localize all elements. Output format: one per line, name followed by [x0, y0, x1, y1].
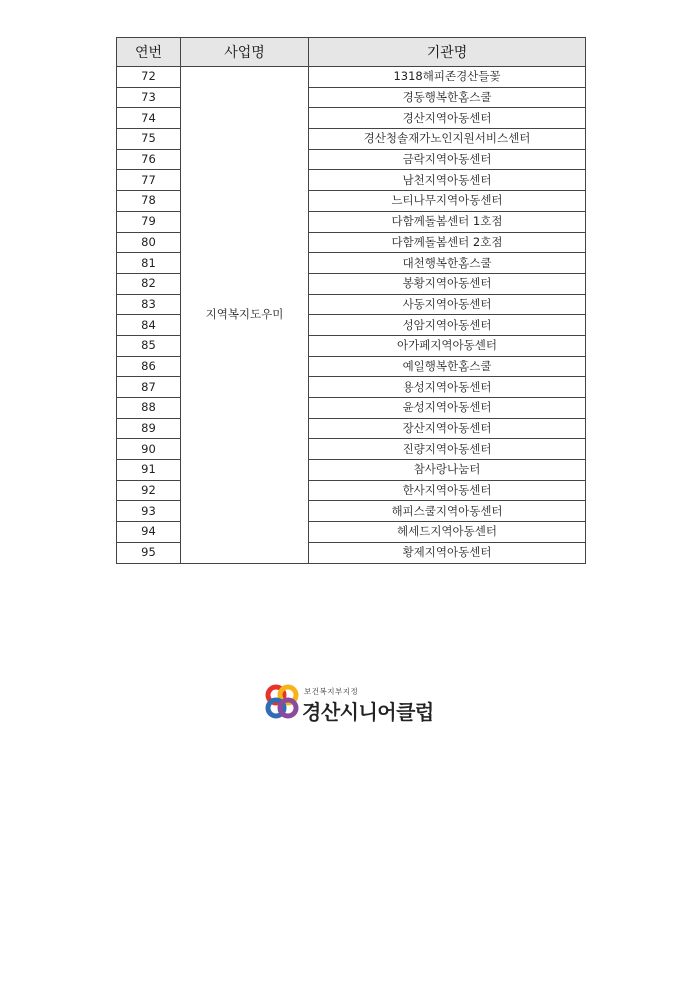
row-number: 93: [117, 501, 181, 522]
header-program: 사업명: [181, 38, 309, 67]
row-number: 85: [117, 335, 181, 356]
row-number: 74: [117, 108, 181, 129]
row-number: 84: [117, 315, 181, 336]
row-number: 80: [117, 232, 181, 253]
organization-name: 경동행복한홈스쿨: [309, 87, 586, 108]
organization-name: 1318해피존경산들꽃: [309, 67, 586, 88]
organization-name: 남천지역아동센터: [309, 170, 586, 191]
organization-name: 다함께돌봄센터 2호점: [309, 232, 586, 253]
header-org: 기관명: [309, 38, 586, 67]
organization-name: 봉황지역아동센터: [309, 273, 586, 294]
organization-name: 사동지역아동센터: [309, 294, 586, 315]
organization-name: 황제지역아동센터: [309, 542, 586, 563]
organization-name: 금락지역아동센터: [309, 149, 586, 170]
logo: [264, 684, 444, 724]
header-no: 연번: [117, 38, 181, 67]
row-number: 72: [117, 67, 181, 88]
row-number: 77: [117, 170, 181, 191]
organization-name: 경산지역아동센터: [309, 108, 586, 129]
organization-name: 윤성지역아동센터: [309, 398, 586, 419]
four-petal-flower-icon: [264, 684, 300, 720]
organization-name: 예일행복한홈스쿨: [309, 356, 586, 377]
row-number: 83: [117, 294, 181, 315]
logo-name: 경산시니어클럽: [302, 700, 434, 724]
organization-name: 해피스쿨지역아동센터: [309, 501, 586, 522]
row-number: 94: [117, 522, 181, 543]
row-number: 76: [117, 149, 181, 170]
organization-name: 성암지역아동센터: [309, 315, 586, 336]
row-number: 78: [117, 191, 181, 212]
row-number: 81: [117, 253, 181, 274]
organization-name: 아가페지역아동센터: [309, 335, 586, 356]
row-number: 87: [117, 377, 181, 398]
organization-name: 다함께돌봄센터 1호점: [309, 211, 586, 232]
row-number: 91: [117, 460, 181, 481]
organization-name: 대천행복한홈스쿨: [309, 253, 586, 274]
organization-name: 용성지역아동센터: [309, 377, 586, 398]
row-number: 92: [117, 480, 181, 501]
organization-name: 참사랑나눔터: [309, 460, 586, 481]
table-body: [117, 67, 586, 564]
organization-name: 경산청솔재가노인지원서비스센터: [309, 129, 586, 150]
row-number: 89: [117, 418, 181, 439]
organization-name: 진량지역아동센터: [309, 439, 586, 460]
row-number: 75: [117, 129, 181, 150]
row-number: 88: [117, 398, 181, 419]
row-number: 82: [117, 273, 181, 294]
organization-name: 장산지역아동센터: [309, 418, 586, 439]
organization-name: 느티나무지역아동센터: [309, 191, 586, 212]
logo-tagline: 보건복지부지정: [304, 687, 359, 696]
table-header-row: [117, 38, 586, 67]
table-row: [117, 67, 586, 88]
row-number: 95: [117, 542, 181, 563]
organization-table: [116, 37, 586, 564]
organization-name: 헤세드지역아동센터: [309, 522, 586, 543]
program-name-cell: 지역복지도우미: [181, 67, 309, 564]
organization-name: 한사지역아동센터: [309, 480, 586, 501]
row-number: 90: [117, 439, 181, 460]
row-number: 86: [117, 356, 181, 377]
row-number: 73: [117, 87, 181, 108]
row-number: 79: [117, 211, 181, 232]
